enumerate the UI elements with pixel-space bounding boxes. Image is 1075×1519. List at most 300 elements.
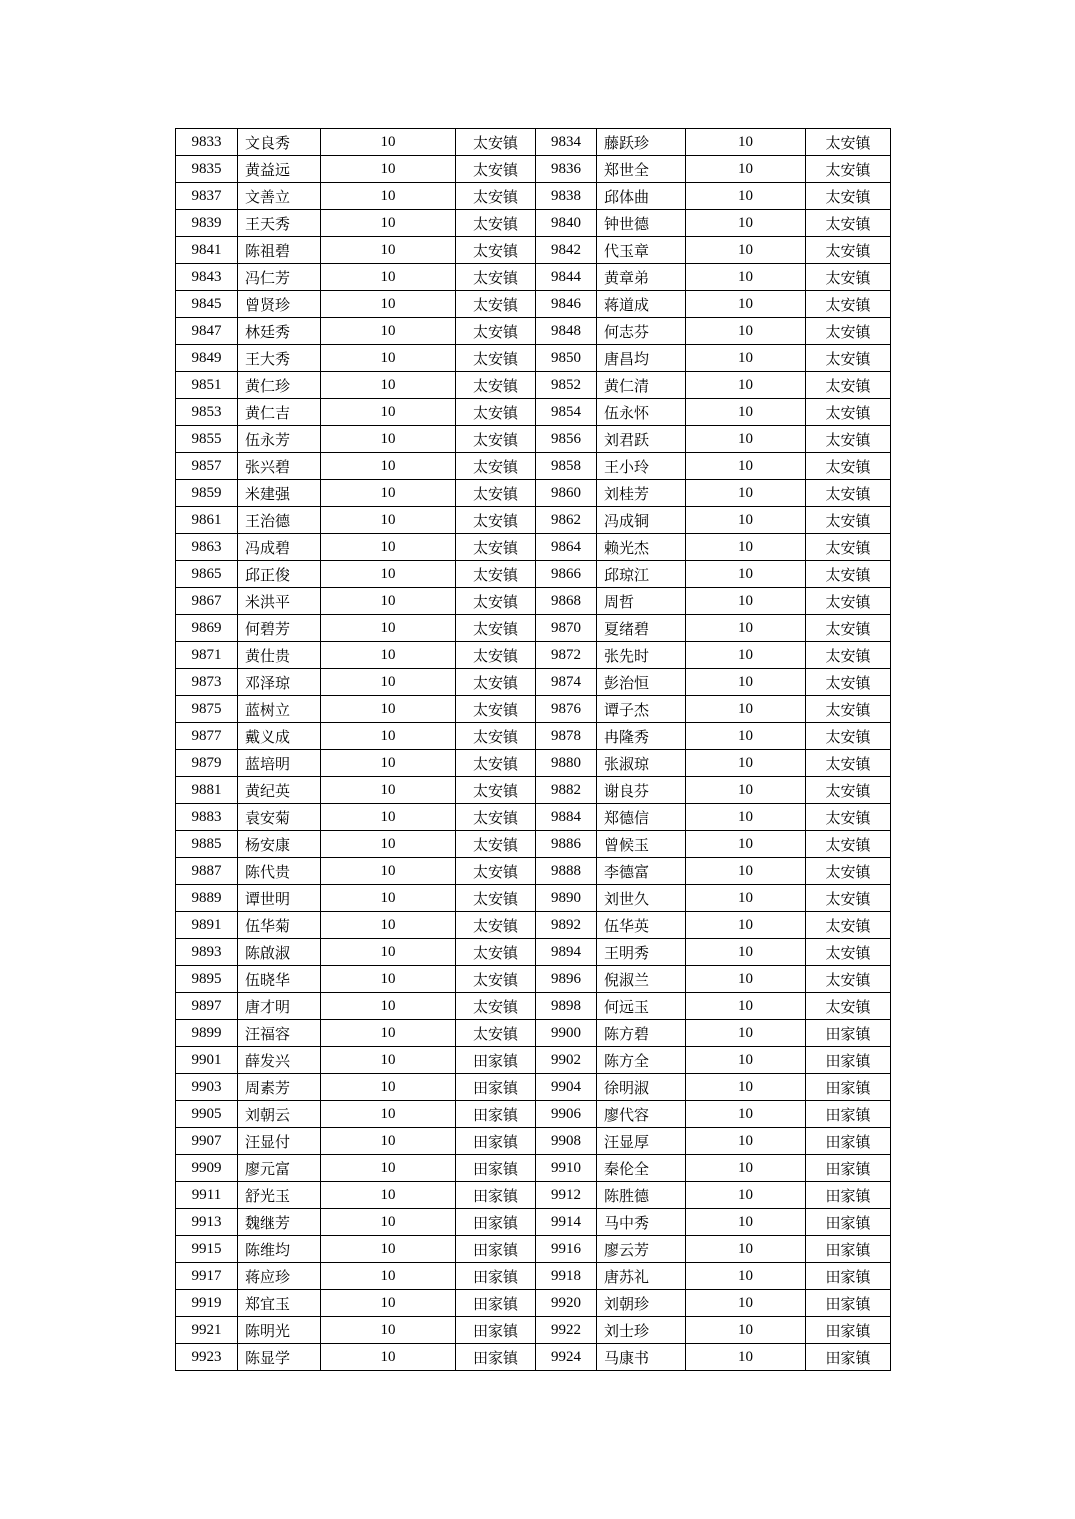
cell-town: 太安镇 [456, 669, 536, 696]
cell-town: 田家镇 [456, 1128, 536, 1155]
cell-qty: 10 [686, 1209, 806, 1236]
cell-name: 伍永怀 [597, 399, 686, 426]
cell-qty: 10 [686, 1236, 806, 1263]
cell-town: 太安镇 [806, 939, 891, 966]
cell-town: 太安镇 [806, 264, 891, 291]
table-row [176, 183, 891, 210]
cell-qty: 10 [686, 966, 806, 993]
cell-town: 太安镇 [456, 426, 536, 453]
cell-id: 9858 [536, 453, 597, 480]
table-row [176, 1344, 891, 1371]
cell-qty: 10 [686, 1263, 806, 1290]
cell-id: 9905 [176, 1101, 238, 1128]
cell-name: 黄纪英 [238, 777, 321, 804]
cell-id: 9872 [536, 642, 597, 669]
cell-qty: 10 [686, 831, 806, 858]
cell-name: 魏继芳 [238, 1209, 321, 1236]
cell-town: 太安镇 [806, 453, 891, 480]
table-row [176, 318, 891, 345]
cell-id: 9887 [176, 858, 238, 885]
cell-id: 9883 [176, 804, 238, 831]
cell-town: 田家镇 [806, 1155, 891, 1182]
cell-town: 田家镇 [456, 1344, 536, 1371]
cell-id: 9878 [536, 723, 597, 750]
cell-town: 太安镇 [456, 561, 536, 588]
table-row [176, 345, 891, 372]
cell-name: 黄仁珍 [238, 372, 321, 399]
cell-qty: 10 [686, 1290, 806, 1317]
cell-town: 田家镇 [456, 1263, 536, 1290]
cell-name: 文善立 [238, 183, 321, 210]
cell-id: 9834 [536, 129, 597, 156]
cell-name: 王治德 [238, 507, 321, 534]
cell-name: 汪显厚 [597, 1128, 686, 1155]
table-row [176, 993, 891, 1020]
cell-town: 太安镇 [456, 615, 536, 642]
cell-qty: 10 [321, 1128, 456, 1155]
cell-town: 田家镇 [456, 1209, 536, 1236]
cell-id: 9884 [536, 804, 597, 831]
cell-qty: 10 [686, 588, 806, 615]
cell-qty: 10 [686, 1182, 806, 1209]
cell-qty: 10 [686, 939, 806, 966]
cell-id: 9912 [536, 1182, 597, 1209]
cell-qty: 10 [686, 723, 806, 750]
table-row [176, 156, 891, 183]
cell-qty: 10 [686, 507, 806, 534]
cell-qty: 10 [321, 723, 456, 750]
cell-town: 太安镇 [456, 858, 536, 885]
cell-name: 代玉章 [597, 237, 686, 264]
cell-qty: 10 [686, 210, 806, 237]
table-row [176, 588, 891, 615]
cell-town: 田家镇 [806, 1209, 891, 1236]
cell-qty: 10 [321, 264, 456, 291]
cell-name: 陈代贵 [238, 858, 321, 885]
cell-id: 9835 [176, 156, 238, 183]
cell-qty: 10 [321, 291, 456, 318]
cell-town: 田家镇 [806, 1020, 891, 1047]
cell-id: 9869 [176, 615, 238, 642]
cell-name: 冯成碧 [238, 534, 321, 561]
cell-town: 太安镇 [806, 291, 891, 318]
table-row [176, 912, 891, 939]
cell-qty: 10 [321, 1290, 456, 1317]
cell-name: 张淑琼 [597, 750, 686, 777]
cell-name: 汪显付 [238, 1128, 321, 1155]
cell-name: 赖光杰 [597, 534, 686, 561]
cell-town: 太安镇 [806, 210, 891, 237]
cell-town: 太安镇 [806, 129, 891, 156]
cell-qty: 10 [686, 1128, 806, 1155]
cell-qty: 10 [686, 1020, 806, 1047]
cell-qty: 10 [321, 318, 456, 345]
cell-town: 太安镇 [806, 993, 891, 1020]
cell-name: 谭世明 [238, 885, 321, 912]
cell-name: 郑世全 [597, 156, 686, 183]
cell-name: 陈明光 [238, 1317, 321, 1344]
cell-id: 9911 [176, 1182, 238, 1209]
cell-name: 张兴碧 [238, 453, 321, 480]
cell-id: 9916 [536, 1236, 597, 1263]
cell-name: 马中秀 [597, 1209, 686, 1236]
cell-id: 9921 [176, 1317, 238, 1344]
cell-name: 刘君跃 [597, 426, 686, 453]
cell-name: 冉隆秀 [597, 723, 686, 750]
cell-name: 米建强 [238, 480, 321, 507]
cell-town: 太安镇 [456, 966, 536, 993]
cell-name: 文良秀 [238, 129, 321, 156]
cell-town: 太安镇 [456, 264, 536, 291]
cell-name: 谢良芬 [597, 777, 686, 804]
cell-id: 9899 [176, 1020, 238, 1047]
cell-name: 黄益远 [238, 156, 321, 183]
cell-town: 太安镇 [456, 399, 536, 426]
cell-town: 田家镇 [806, 1317, 891, 1344]
table-row [176, 480, 891, 507]
table-row [176, 507, 891, 534]
roster-table-body [176, 129, 891, 1371]
cell-name: 黄仕贵 [238, 642, 321, 669]
cell-id: 9867 [176, 588, 238, 615]
cell-id: 9898 [536, 993, 597, 1020]
cell-qty: 10 [321, 615, 456, 642]
cell-town: 太安镇 [806, 318, 891, 345]
cell-town: 太安镇 [456, 1020, 536, 1047]
cell-name: 刘世久 [597, 885, 686, 912]
cell-name: 伍晓华 [238, 966, 321, 993]
cell-qty: 10 [686, 696, 806, 723]
cell-qty: 10 [321, 345, 456, 372]
cell-qty: 10 [686, 399, 806, 426]
cell-town: 太安镇 [806, 561, 891, 588]
cell-id: 9907 [176, 1128, 238, 1155]
cell-town: 田家镇 [806, 1128, 891, 1155]
cell-id: 9865 [176, 561, 238, 588]
cell-id: 9863 [176, 534, 238, 561]
table-row [176, 1182, 891, 1209]
cell-name: 倪淑兰 [597, 966, 686, 993]
cell-qty: 10 [321, 696, 456, 723]
table-row [176, 696, 891, 723]
cell-town: 太安镇 [806, 480, 891, 507]
cell-qty: 10 [686, 183, 806, 210]
cell-id: 9897 [176, 993, 238, 1020]
cell-name: 蓝培明 [238, 750, 321, 777]
cell-name: 夏绪碧 [597, 615, 686, 642]
cell-name: 张先时 [597, 642, 686, 669]
cell-town: 太安镇 [806, 345, 891, 372]
cell-town: 太安镇 [456, 237, 536, 264]
cell-qty: 10 [321, 129, 456, 156]
table-row [176, 291, 891, 318]
cell-name: 廖元富 [238, 1155, 321, 1182]
cell-id: 9889 [176, 885, 238, 912]
cell-name: 曾贤珍 [238, 291, 321, 318]
cell-name: 蒋道成 [597, 291, 686, 318]
cell-name: 马康书 [597, 1344, 686, 1371]
cell-town: 田家镇 [806, 1074, 891, 1101]
cell-qty: 10 [321, 939, 456, 966]
cell-town: 太安镇 [806, 237, 891, 264]
cell-town: 田家镇 [456, 1317, 536, 1344]
cell-id: 9875 [176, 696, 238, 723]
cell-name: 周素芳 [238, 1074, 321, 1101]
cell-name: 伍永芳 [238, 426, 321, 453]
cell-town: 太安镇 [456, 129, 536, 156]
cell-qty: 10 [686, 534, 806, 561]
cell-qty: 10 [321, 588, 456, 615]
cell-name: 邱体曲 [597, 183, 686, 210]
cell-name: 何远玉 [597, 993, 686, 1020]
cell-town: 太安镇 [806, 777, 891, 804]
cell-town: 田家镇 [456, 1101, 536, 1128]
table-row [176, 750, 891, 777]
cell-qty: 10 [686, 453, 806, 480]
cell-town: 太安镇 [456, 885, 536, 912]
cell-qty: 10 [686, 1074, 806, 1101]
cell-town: 太安镇 [456, 750, 536, 777]
cell-name: 黄仁吉 [238, 399, 321, 426]
table-row [176, 264, 891, 291]
cell-name: 黄章弟 [597, 264, 686, 291]
cell-name: 周哲 [597, 588, 686, 615]
cell-id: 9864 [536, 534, 597, 561]
cell-town: 田家镇 [456, 1236, 536, 1263]
cell-name: 邱琼江 [597, 561, 686, 588]
cell-qty: 10 [686, 156, 806, 183]
cell-qty: 10 [686, 426, 806, 453]
cell-town: 太安镇 [456, 480, 536, 507]
cell-id: 9910 [536, 1155, 597, 1182]
cell-name: 陈祖碧 [238, 237, 321, 264]
table-row [176, 615, 891, 642]
cell-qty: 10 [686, 291, 806, 318]
cell-id: 9847 [176, 318, 238, 345]
cell-id: 9876 [536, 696, 597, 723]
cell-town: 太安镇 [456, 777, 536, 804]
cell-id: 9854 [536, 399, 597, 426]
cell-qty: 10 [686, 669, 806, 696]
cell-id: 9848 [536, 318, 597, 345]
cell-id: 9913 [176, 1209, 238, 1236]
cell-qty: 10 [321, 750, 456, 777]
cell-town: 太安镇 [806, 399, 891, 426]
cell-name: 林廷秀 [238, 318, 321, 345]
cell-id: 9855 [176, 426, 238, 453]
cell-id: 9920 [536, 1290, 597, 1317]
table-row [176, 1209, 891, 1236]
cell-qty: 10 [686, 1344, 806, 1371]
table-row [176, 1128, 891, 1155]
cell-town: 田家镇 [456, 1074, 536, 1101]
cell-name: 刘桂芳 [597, 480, 686, 507]
cell-id: 9857 [176, 453, 238, 480]
cell-id: 9851 [176, 372, 238, 399]
cell-id: 9841 [176, 237, 238, 264]
cell-town: 田家镇 [806, 1290, 891, 1317]
cell-id: 9852 [536, 372, 597, 399]
cell-id: 9880 [536, 750, 597, 777]
cell-name: 陈胜德 [597, 1182, 686, 1209]
cell-name: 王大秀 [238, 345, 321, 372]
cell-id: 9846 [536, 291, 597, 318]
cell-name: 钟世德 [597, 210, 686, 237]
cell-qty: 10 [321, 642, 456, 669]
cell-name: 陈啟淑 [238, 939, 321, 966]
table-row [176, 1317, 891, 1344]
cell-id: 9861 [176, 507, 238, 534]
cell-town: 太安镇 [456, 939, 536, 966]
cell-qty: 10 [686, 1101, 806, 1128]
cell-qty: 10 [686, 750, 806, 777]
cell-id: 9909 [176, 1155, 238, 1182]
cell-qty: 10 [686, 858, 806, 885]
cell-id: 9868 [536, 588, 597, 615]
cell-town: 太安镇 [456, 507, 536, 534]
cell-name: 邱正俊 [238, 561, 321, 588]
cell-id: 9873 [176, 669, 238, 696]
table-row [176, 453, 891, 480]
cell-id: 9922 [536, 1317, 597, 1344]
cell-qty: 10 [321, 1263, 456, 1290]
cell-town: 田家镇 [806, 1182, 891, 1209]
cell-qty: 10 [321, 399, 456, 426]
cell-town: 田家镇 [456, 1155, 536, 1182]
cell-id: 9893 [176, 939, 238, 966]
cell-town: 太安镇 [806, 750, 891, 777]
cell-id: 9837 [176, 183, 238, 210]
cell-name: 徐明淑 [597, 1074, 686, 1101]
cell-name: 唐昌均 [597, 345, 686, 372]
table-row [176, 1101, 891, 1128]
cell-qty: 10 [686, 804, 806, 831]
cell-id: 9923 [176, 1344, 238, 1371]
cell-name: 刘朝云 [238, 1101, 321, 1128]
cell-id: 9888 [536, 858, 597, 885]
cell-id: 9908 [536, 1128, 597, 1155]
cell-qty: 10 [686, 129, 806, 156]
cell-qty: 10 [321, 453, 456, 480]
cell-qty: 10 [686, 372, 806, 399]
table-row [176, 1020, 891, 1047]
cell-name: 秦伦全 [597, 1155, 686, 1182]
table-row [176, 642, 891, 669]
cell-id: 9886 [536, 831, 597, 858]
cell-name: 何志芬 [597, 318, 686, 345]
cell-qty: 10 [321, 1182, 456, 1209]
cell-name: 藤跃珍 [597, 129, 686, 156]
cell-town: 太安镇 [806, 426, 891, 453]
cell-town: 太安镇 [806, 912, 891, 939]
cell-name: 汪福容 [238, 1020, 321, 1047]
cell-town: 太安镇 [456, 183, 536, 210]
cell-qty: 10 [686, 561, 806, 588]
table-row [176, 804, 891, 831]
cell-town: 太安镇 [456, 156, 536, 183]
cell-id: 9842 [536, 237, 597, 264]
cell-qty: 10 [321, 858, 456, 885]
cell-town: 太安镇 [456, 912, 536, 939]
cell-qty: 10 [321, 1020, 456, 1047]
cell-id: 9914 [536, 1209, 597, 1236]
table-row [176, 129, 891, 156]
cell-id: 9849 [176, 345, 238, 372]
table-row [176, 885, 891, 912]
cell-qty: 10 [686, 777, 806, 804]
cell-qty: 10 [321, 1209, 456, 1236]
cell-town: 太安镇 [456, 210, 536, 237]
cell-id: 9891 [176, 912, 238, 939]
cell-qty: 10 [321, 561, 456, 588]
cell-qty: 10 [686, 345, 806, 372]
cell-qty: 10 [321, 480, 456, 507]
cell-town: 太安镇 [456, 804, 536, 831]
cell-name: 陈方碧 [597, 1020, 686, 1047]
cell-name: 伍华英 [597, 912, 686, 939]
cell-town: 太安镇 [806, 588, 891, 615]
cell-town: 太安镇 [456, 372, 536, 399]
cell-qty: 10 [686, 885, 806, 912]
cell-town: 太安镇 [456, 345, 536, 372]
cell-town: 太安镇 [456, 318, 536, 345]
table-row [176, 561, 891, 588]
cell-qty: 10 [686, 912, 806, 939]
cell-name: 郑德信 [597, 804, 686, 831]
cell-name: 王小玲 [597, 453, 686, 480]
cell-name: 王天秀 [238, 210, 321, 237]
cell-name: 杨安康 [238, 831, 321, 858]
table-row [176, 1047, 891, 1074]
cell-name: 伍华菊 [238, 912, 321, 939]
cell-name: 蓝树立 [238, 696, 321, 723]
cell-id: 9877 [176, 723, 238, 750]
cell-qty: 10 [321, 966, 456, 993]
table-row [176, 723, 891, 750]
cell-id: 9870 [536, 615, 597, 642]
table-row [176, 966, 891, 993]
cell-qty: 10 [321, 183, 456, 210]
cell-name: 唐苏礼 [597, 1263, 686, 1290]
cell-qty: 10 [321, 1047, 456, 1074]
cell-qty: 10 [321, 993, 456, 1020]
cell-name: 李德富 [597, 858, 686, 885]
table-row [176, 372, 891, 399]
cell-qty: 10 [321, 1317, 456, 1344]
cell-qty: 10 [321, 804, 456, 831]
cell-town: 太安镇 [806, 183, 891, 210]
cell-id: 9903 [176, 1074, 238, 1101]
cell-id: 9900 [536, 1020, 597, 1047]
cell-name: 冯仁芳 [238, 264, 321, 291]
cell-name: 陈维均 [238, 1236, 321, 1263]
table-row [176, 1263, 891, 1290]
cell-name: 蒋应珍 [238, 1263, 321, 1290]
cell-id: 9833 [176, 129, 238, 156]
cell-id: 9840 [536, 210, 597, 237]
cell-town: 田家镇 [456, 1047, 536, 1074]
cell-name: 陈显学 [238, 1344, 321, 1371]
cell-id: 9918 [536, 1263, 597, 1290]
cell-name: 曾候玉 [597, 831, 686, 858]
table-row [176, 237, 891, 264]
cell-name: 郑宜玉 [238, 1290, 321, 1317]
cell-town: 太安镇 [456, 642, 536, 669]
cell-name: 陈方全 [597, 1047, 686, 1074]
cell-town: 太安镇 [806, 831, 891, 858]
cell-name: 何碧芳 [238, 615, 321, 642]
cell-town: 田家镇 [456, 1182, 536, 1209]
